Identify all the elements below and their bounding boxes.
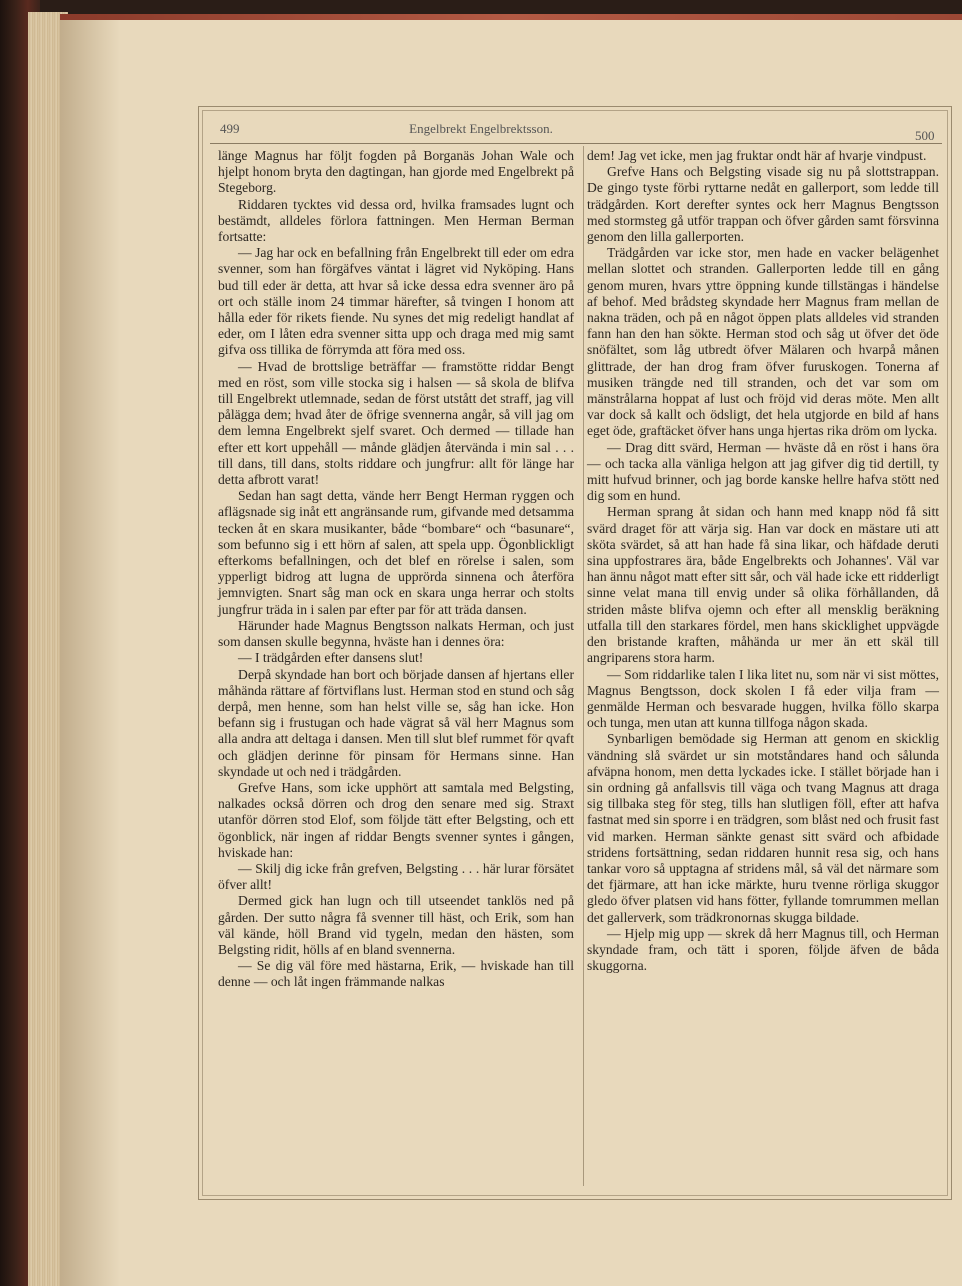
paragraph: — Hjelp mig upp — skrek då herr Magnus till, och Herman skyndade fram, och tätt i sporen, följde äfven de båda skuggorna. bbox=[587, 925, 939, 974]
paragraph: Riddaren tycktes vid dessa ord, hvilka framsades lugnt och bestämdt, alldeles förlora fattningen. Men Herman Berman fortsatte: bbox=[218, 196, 574, 245]
page-number-left: 499 bbox=[220, 121, 240, 136]
top-edge bbox=[60, 14, 962, 20]
paragraph: Dermed gick han lugn och till utseendet tanklös ned på gården. Der sutto några få svenner till häst, och Erik, som han väl kände, höll Brand vid tygeln, medan den hästen, som Belgsting ridit, hölls af en bland svennerna. bbox=[218, 893, 574, 957]
running-title: Engelbrekt Engelbrektsson. bbox=[409, 121, 553, 136]
paragraph: — Skilj dig icke från grefven, Belgsting . . . här lurar försätet öfver allt! bbox=[218, 860, 574, 893]
paragraph: dem! Jag vet icke, men jag fruktar ondt här af hvarje vindpust. bbox=[587, 148, 927, 163]
paragraph: Härunder hade Magnus Bengtsson nalkats Herman, och just som dansen skulle begynna, hväste han i dennes öra: bbox=[218, 617, 574, 650]
paragraph: Grefve Hans och Belgsting visade sig nu på slottstrappan. De gingo tyste förbi ryttarne nedåt en gallerport, som ledde till trädgården. Kort derefter syntes ock herr Magnus Bengtsson med stormsteg gå utför trappan och öfver gården samt försvinna genom den lilla gallerporten. bbox=[587, 164, 939, 245]
paragraph: länge Magnus har följt fogden på Borganäs Johan Wale och hjelpt honom bryta den dagtingan, han gjorde med Engelbrekt på Stegeborg. bbox=[218, 148, 574, 196]
paragraph: — Drag ditt svärd, Herman — hväste då en röst i hans öra — och tacka alla vänliga helgon att jag gifver dig tid dertill, ty mitt hufvud brinner, och jag borde kanske hellre hafva stött ned dig som en hund. bbox=[587, 439, 939, 504]
paragraph: Synbarligen bemödade sig Herman att genom en skicklig vändning slå svärdet ur sin motståndares hand och sålunda afväpna honom, men detta lyckades icke. I stället började han i sin ordning gå anfallsvis till väga och tvang Magnus att draga sig tillbaka steg för steg, tills han slutligen föll, efter att hafva fastnat med sin sporre i en trädgren, som blåst ned och frusit fast vid marken. Herman sänkte genast sitt svärd och afbidade stridens fortsättning, sedan riddaren hunnit resa sig, och hans tankar voro så upptagna af stridens mål, så väl det närmare som det fjärmare, att han icke märkte, huru tvenne rörliga skuggor gledo öfver platsen vid hans fötter, fyllande tomrummen mellan det gallerverk, som trädkronornas skugga bildade. bbox=[587, 731, 939, 925]
paragraph: Derpå skyndade han bort och började dansen af hjertans eller måhända rättare af förtviflans lust. Herman stod en stund och såg derpå, men henne, som han helst ville se, såg han icke. Hon befann sig i frustugan och hade vägrat så väl herr Magnus som alla andra att deltaga i dansen. Men till slut blef rummet för qvaft och glädjen derinne för pinsam för Hermans sinne. Han skyndade ut och ned i trädgården. bbox=[218, 666, 574, 779]
page-number-right: 500 bbox=[915, 128, 935, 143]
paragraph: Trädgården var icke stor, men hade en vacker belägenhet mellan slottet och stranden. Gallerporten ledde till en gång genom muren, hvars yttre öppning kunde tillstängas i händelse af behof. Med brådsteg skyndade herr Magnus fram mellan de nakna träden, och på en något öppen plats alldeles vid stranden fann han den han sökte. Herman stod och såg ut öfver det öde snöfältet, som låg utbredt öfver Mälaren och hvarpå månen glittrade, der han drog fram öfver furuskogen. Tonerna af musiken trängde ned till stranden, och det var som om mänstrålarna hoppat af lust och fröjd vid deras möte. Men allt var dock så kallt och ödsligt, det hela utgjorde en bild af hans eget öde, graftäcket öfver hans unga hjertas rika dröm om lycka. bbox=[587, 245, 939, 439]
paragraph: — I trädgården efter dansens slut! bbox=[238, 650, 424, 666]
paragraph: — Som riddarlike talen I lika litet nu, som när vi sist möttes, Magnus Bengtsson, dock skolen I få eder vilja fram — genmälde Herman och besvarade huggen, hvilka föllo skarpa och tunga, men utan att kunna tillfoga någon skada. bbox=[587, 666, 939, 731]
header-rule bbox=[210, 143, 942, 144]
right-column bbox=[587, 148, 939, 974]
paragraph: — Se dig väl före med hästarna, Erik, — hviskade han till denne — och låt ingen främmande nalkas bbox=[218, 958, 574, 990]
paragraph: Grefve Hans, som icke upphört att samtala med Belgsting, nalkades också dörren och drog den senare med sig. Straxt utanför dörren stod Elof, som följde tätt efter Belgsting, och ett ögonblick, när ingen af riddar Bengts svenner syntes i gången, hviskade han: bbox=[218, 779, 574, 860]
paragraph: Herman sprang åt sidan och hann med knapp nöd få sitt svärd draget för att värja sig. Han var dock en mästare uti att sköta svärdet, så att han hade få sina likar, och häfdade deruti sina uppfostrares ära, både Engelbrekts och Johannes'. Väl var han ännu något matt efter sitt sår, och väl hade icke ett ridderligt sinne velat mana till envig under så olika förhållanden, då striden måste blifva ojemn och efter all mensklig beräkning utfalla till den starkares fördel, men hans skicklighet uppvägde den bristande kraften, måhända ur mer än ett skäl till angriparens stora harm. bbox=[587, 504, 939, 666]
paragraph: — Hvad de brottslige beträffar — framstötte riddar Bengt med en röst, som ville stocka sig i halsen — så skola de blifva till Engelbrekt utlemnade, sedan de först utstått det straff, jag vill pålägga dem; hvad åter de öfrige svennerna angår, så vill jag om dem lemna Engelbrekt sjelf svaret. Och dermed — tillade han efter ett kort uppehåll — månde glädjen återvända i min sal . . . till dans, till dans, stolts riddare och jungfrur: allt för länge har detta afbrott varat! bbox=[218, 358, 574, 488]
left-column bbox=[218, 148, 574, 991]
column-divider bbox=[583, 146, 584, 1186]
paragraph: — Jag har ock en befallning från Engelbrekt till eder om edra svenner, som han förgäfves väntat i lägret vid Nyköping. Hans bud till eder är detta, att hvar så icke dessa edra svenner äro på ort och ställe inom 24 timmar härefter, så tvingen I honom att hålla eder för rikets fiende. Nu synes det mig redeligt handlat af eder, om I låten edra svenner sitta upp och draga med mig samt gifva oss tillika de förrymda att föra med oss. bbox=[218, 245, 574, 358]
paragraph: Sedan han sagt detta, vände herr Bengt Herman ryggen och aflägsnade sig inåt ett angränsande rum, gifvande med detsamma tecken åt en skara musikanter, både “bombare“ och “basunare“, som befunno sig i ett hörn af salen, att spela upp. Ögonblickligt efterkoms befallningen, och det blef en rörelse i salen, som ypperligt bidrog att lugna de upprörda sinnena och återföra jemnvigten. Snart såg man ock en skara unga herrar och stolts jungfrur träda in i salen par efter par för att träda dansen. bbox=[218, 488, 574, 617]
